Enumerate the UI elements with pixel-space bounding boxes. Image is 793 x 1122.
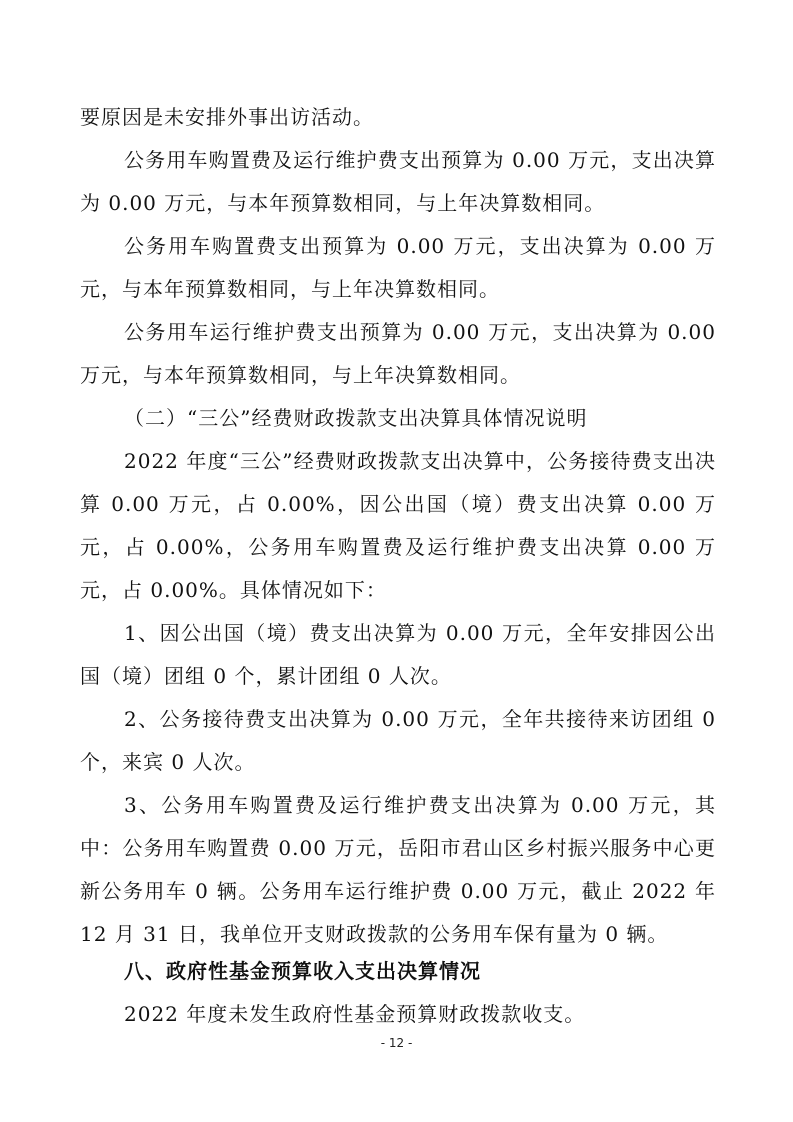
section-heading: 八、政府性基金预算收入支出决算情况 [124, 959, 481, 983]
paragraph-vehicle-purchase: 公务用车购置费支出预算为 0.00 万元，支出决算为 0.00 万元，与本年预算数相同，与上年决算数相同。 [80, 234, 716, 301]
page-number: - 12 - [380, 1036, 413, 1050]
paragraph-continuation: 要原因是未安排外事出访活动。 [80, 105, 374, 129]
paragraph-vehicle-maintenance: 公务用车运行维护费支出预算为 0.00 万元，支出决算为 0.00 万元，与本年预算数相同，与上年决算数相同。 [80, 320, 716, 387]
subsection-title: （二）“三公”经费财政拨款支出决算具体情况说明 [124, 406, 588, 430]
paragraph-overseas-travel: 1、因公出国（境）费支出决算为 0.00 万元，全年安排因公出国（境）团组 0 个，累计团组 0 人次。 [80, 621, 716, 688]
paragraph-reception: 2、公务接待费支出决算为 0.00 万元，全年共接待来访团组 0 个，来宾 0 人次。 [80, 707, 716, 774]
paragraph-government-fund: 2022 年度未发生政府性基金预算财政拨款收支。 [124, 1002, 586, 1026]
paragraph-vehicle-detail: 3、公务用车购置费及运行维护费支出决算为 0.00 万元，其中：公务用车购置费 0.00 万元，岳阳市君山区乡村振兴服务中心更新公务用车 0 辆。公务用车运行维护费 0.00 万元，截止 2022 年 12 月 31 日，我单位开支财政拨款的公务用车保有量为 0 辆。 [80, 793, 716, 946]
paragraph-vehicle-total: 公务用车购置费及运行维护费支出预算为 0.00 万元，支出决算为 0.00 万元，与本年预算数相同，与上年决算数相同。 [80, 148, 716, 215]
paragraph-three-expenses-summary: 2022 年度“三公”经费财政拨款支出决算中，公务接待费支出决算 0.00 万元，占 0.00%，因公出国（境）费支出决算 0.00 万元，占 0.00%，公务用车购置费及运行维护费支出决算 0.00 万元，占 0.00%。具体情况如下： [80, 449, 716, 602]
